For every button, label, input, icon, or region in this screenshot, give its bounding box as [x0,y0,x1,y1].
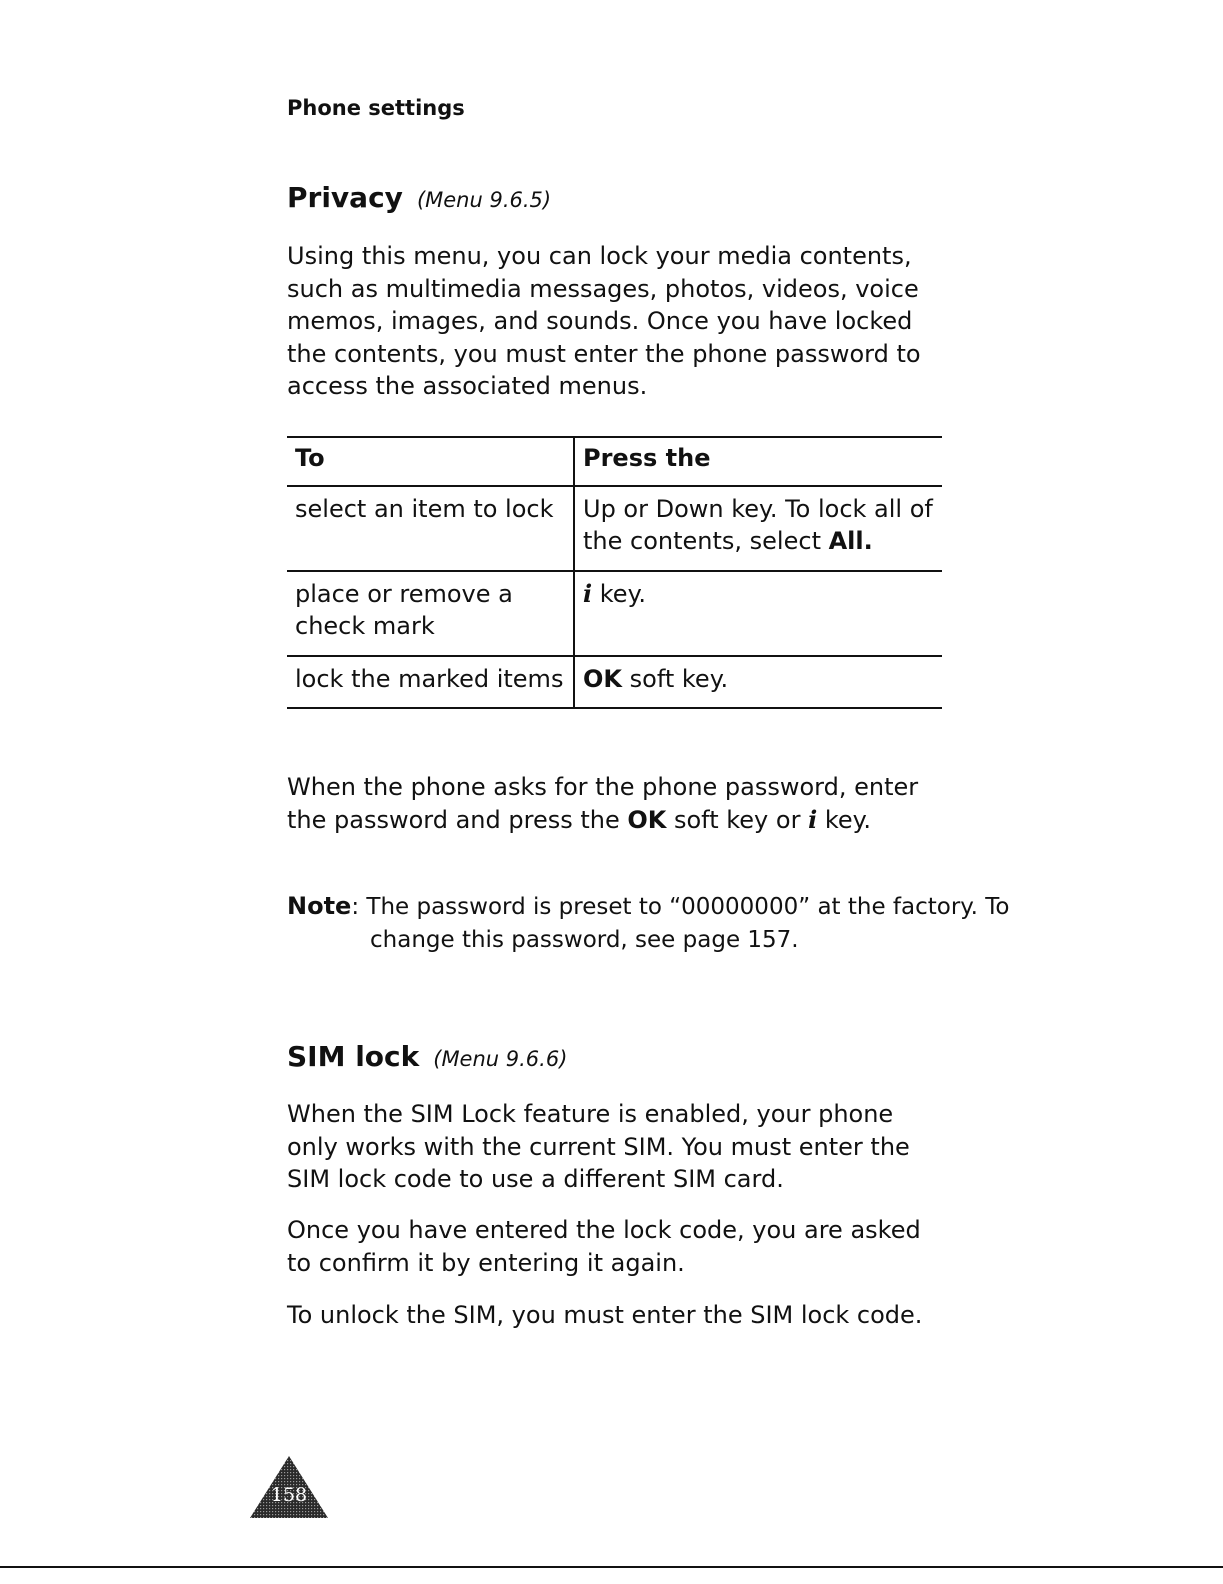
sim-lock-heading [287,1040,567,1073]
privacy-title: Privacy [287,181,403,214]
privacy-menu-ref: (Menu 9.6.5) [416,188,552,212]
table-row [287,486,942,571]
privacy-intro: Using this menu, you can lock your media contents, such as multimedia messages, photos, videos, voice memos, images, and sounds. Once you have locked the contents, you must enter the phone password to access the associated menus. [287,242,921,400]
note [287,890,1010,957]
press-text: Up or Down key. To lock all of the contents, select [583,494,933,555]
instructions-table [287,436,942,709]
ok-softkey-label: OK [583,664,622,693]
note-label: Note [287,892,352,920]
all-option: All. [828,527,873,555]
info-key-icon: i [583,578,593,608]
sim-lock-menu-ref: (Menu 9.6.6) [433,1047,568,1071]
table-cell-press [574,656,942,709]
col-header-to: To [287,437,574,486]
password-text: When the phone asks for the phone password, enter the password and press the [287,773,919,834]
sim-lock-paragraph-1: When the SIM Lock feature is enabled, your phone only works with the current SIM. You must enter the SIM lock code to use a different SIM card. [287,1100,910,1193]
info-key-icon: i [808,804,818,834]
table-cell-press [574,571,942,656]
table-cell-to: lock the marked items [287,656,574,709]
section-header: Phone settings [287,96,465,120]
password-text: soft key or [666,805,809,834]
press-text: key. [592,579,646,608]
sim-lock-paragraph-3: To unlock the SIM, you must enter the SIM lock code. [287,1301,923,1329]
bottom-rule [0,1566,1223,1568]
press-text: soft key. [622,664,729,693]
password-text: key. [817,805,872,834]
note-text: : The password is preset to “00000000” at the factory. To change this password, see page 157. [351,894,1010,953]
col-header-press: Press the [574,437,942,486]
page-number: 158 [270,1484,308,1506]
ok-softkey-label: OK [627,805,667,834]
page-number-badge [248,1454,330,1520]
sim-lock-paragraph-2: Once you have entered the lock code, you are asked to confirm it by entering it again. [287,1216,921,1277]
sim-lock-title: SIM lock [287,1040,420,1073]
privacy-heading [287,181,551,214]
table-row [287,656,942,709]
table-header-row [287,437,942,486]
table-cell-to: place or remove a check mark [287,571,574,656]
table-cell-to: select an item to lock [287,486,574,571]
table-row [287,571,942,656]
password-paragraph [287,771,947,836]
table-cell-press [574,486,942,571]
